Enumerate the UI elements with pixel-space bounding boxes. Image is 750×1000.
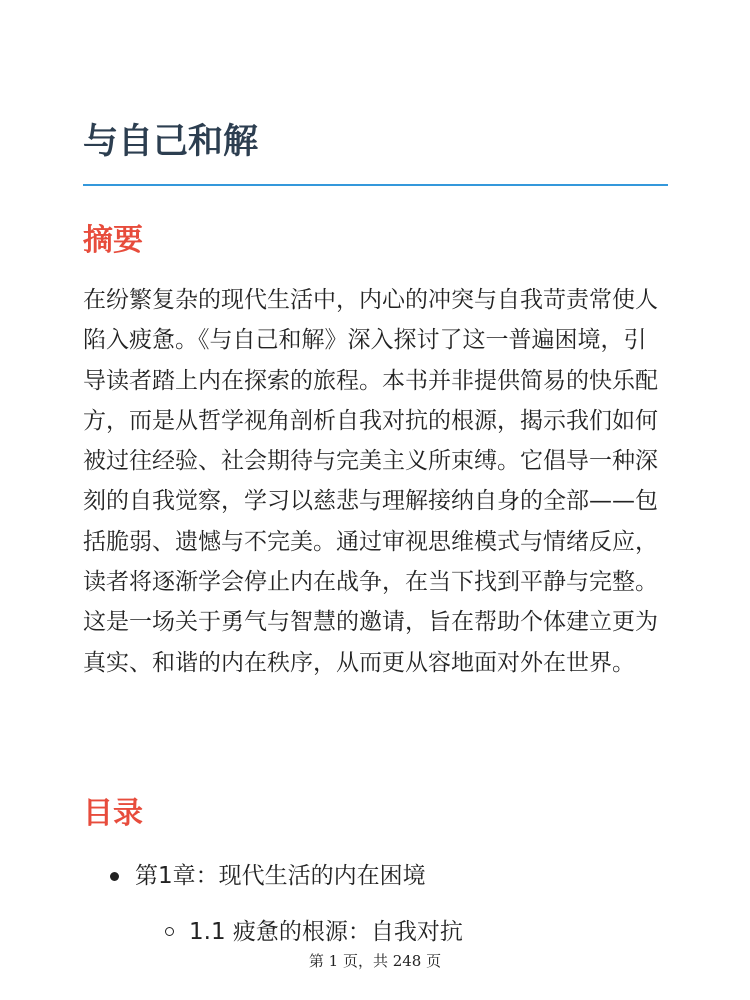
toc-chapter-1-label: 第1章：现代生活的内在困境 (135, 863, 426, 889)
book-title: 与自己和解 (83, 122, 259, 162)
toc-chapter-1-sections (135, 914, 668, 950)
page-number-footer: 第 1 页，共 248 页 (308, 952, 442, 970)
toc-list (83, 858, 668, 950)
disc-bullet-icon (110, 872, 119, 881)
abstract-heading: 摘要 (83, 223, 143, 258)
toc-section-1-1-label: 1.1 疲惫的根源：自我对抗 (189, 919, 463, 945)
abstract-text: 在纷繁复杂的现代生活中，内心的冲突与自我苛责常使人陷入疲惫。《与自己和解》深入探讨了这一普遍困境，引导读者踏上内在探索的旅程。本书并非提供简易的快乐配方，而是从哲学视角剖析自我对抗的根源，揭示我们如何被过往经验、社会期待与完美主义所束缚。它倡导一种深刻的自我觉察，学习以慈悲与理解接纳自身的全部——包括脆弱、遗憾与不完美。通过审视思维模式与情绪反应，读者将逐渐学会停止内在战争，在当下找到平静与完整。这是一场关于勇气与智慧的邀请，旨在帮助个体建立更为真实、和谐的内在秩序，从而更从容地面对外在世界。 (83, 287, 658, 676)
toc-heading: 目录 (83, 796, 143, 831)
title-divider (83, 184, 668, 186)
circle-bullet-icon (165, 927, 174, 936)
toc-section-1-1[interactable] (135, 914, 668, 950)
toc-chapter-1[interactable] (83, 858, 668, 950)
